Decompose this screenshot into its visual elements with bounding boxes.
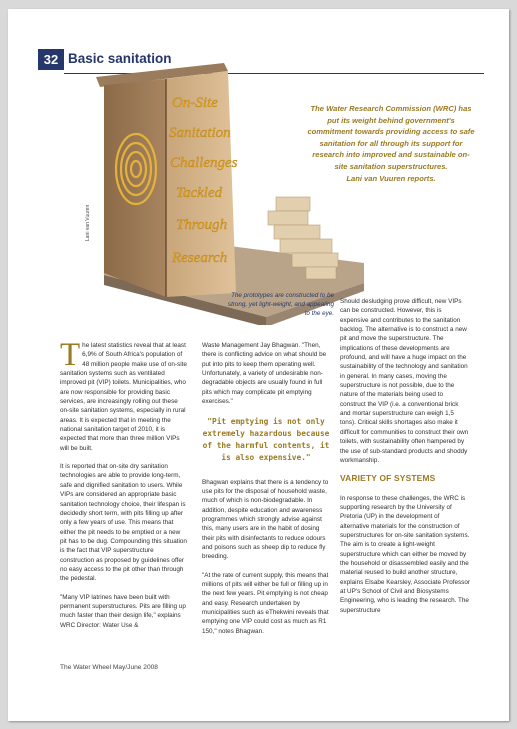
section-title: Basic sanitation bbox=[68, 51, 172, 66]
byline: Lani van Vuuren reports. bbox=[346, 173, 436, 183]
subheading: VARIETY OF SYSTEMS bbox=[340, 473, 436, 484]
column-2 bbox=[202, 341, 330, 645]
magazine-page bbox=[8, 9, 509, 721]
paragraph bbox=[60, 337, 188, 453]
photo-credit: Lani van Vuuren bbox=[85, 204, 91, 241]
painted-text-1: On-Site bbox=[172, 95, 218, 111]
painted-text-5: Through bbox=[176, 217, 228, 233]
paragraph: In response to these challenges, the WRC is supporting research by the University of Pretoria (UP) in the development of alternative materials for the construction of superstructures for on-site sanitation systems. The aim is to create a light-weight superstructure which can either be moved by the household or disassembled easily and the material reused to build another structure, explains Elsabe Kearsley, Associate Professor at UP's School of Civil and Biosystems Engineering, who is leading the research. The superstructure bbox=[340, 494, 470, 614]
column-1 bbox=[60, 337, 188, 639]
paragraph: "Many VIP latrines have been built with permanent superstructures. Pits are filling up much faster than their design life," explains WRC Director: Water Use & bbox=[60, 593, 186, 629]
painted-text-2: Sanitation bbox=[169, 125, 231, 141]
paragraph: It is reported that on-site dry sanitation technologies are able to provide long-term, safe and dignified sanitation to users. While VIPs are considered an appropriate basic sanitation technology choice, their lifespan is decidedly short term, with pits filling up after only a few years of use. This means that either the pit needs to be emptied or a new pit has to be dug. Compounding this situation is the fact that VIP superstructure construction as proposed by guidelines offer no easy access to the pit other than through the pedestal. bbox=[60, 463, 187, 583]
painted-text-3: Challenges bbox=[170, 155, 238, 171]
page-number: 32 bbox=[38, 49, 64, 70]
paragraph: Should desludging prove difficult, new VIPs can be constructed. However, this is expensive and contributes to the sanitation backlog. The alternative is to construct a new pit and move the superstructure. The implications of these developments are profound, and will have a huge impact on the sustainability of the technology and sanitation in general. In many cases, moving the superstructure is not possible, due to the nature of the materials being used to construct the VIP (i.e. a conventional brick and mortar superstructure can weigh 1,5 tons). Critical skills shortages also make it difficult for communities to construct their own toilets, with sustainability often hampered by the use of sub-standard products and shoddy workmanship. bbox=[340, 298, 469, 464]
paragraph: "At the rate of current supply, this means that millions of pits will either be full or filling up in the next few years. Pit emptying is not cheap and easy. Research undertaken by municipalities such as eThekwini reveals that emptying one VIP could cost as much as R1 150," notes Bhagwan. bbox=[202, 571, 329, 635]
paragraph: Waste Management Jay Bhagwan. "Then, there is conflicting advice on what should be put into pits to keep them operating well. Unfortunately, a variety of undesirable non-degradable objects are usually found in full pits which may complicate pit emptying exercises." bbox=[202, 342, 327, 406]
paragraph: Bhagwan explains that there is a tendency to use pits for the disposal of household waste, much of which is non-biodegradable. In addition, despite education and awareness programmes which strongly advise against this, many users are in the habit of dosing their pits with disinfectants to reduce odours and poisons such as sheep dip to reduce fly breeding. bbox=[202, 478, 329, 561]
standfirst bbox=[306, 103, 476, 184]
page-footer: The Water Wheel May/June 2008 bbox=[60, 664, 158, 671]
column-3 bbox=[340, 297, 470, 624]
standfirst-text: The Water Research Commission (WRC) has put its weight behind government's commitment towards providing access to safe sanitation for all through its support for research into improved and sustainable on-site sanitation superstructures. bbox=[307, 104, 475, 171]
photo-caption: The prototypes are constructed to be strong, yet light-weight, and appealing to the eye. bbox=[227, 292, 334, 317]
painted-text-4: Tackled bbox=[176, 185, 223, 201]
toilet-prototype-photo bbox=[96, 57, 366, 325]
drop-cap: T bbox=[60, 337, 81, 373]
paragraph-text: he latest statistics reveal that at least 6,9% of South Africa's population of 48 million people make use of on-site sanitation systems such as ventilated improved pit (VIP) toilets. Municipalities, who are now responsible for providing basic services, are increasingly rolling out these on-site sanitation systems, especially in rural areas. It is expected that in meeting the national sanitation target of 2010, it is expected that more than three million VIPs will be built. bbox=[60, 342, 187, 452]
pull-quote: "Pit emptying is not only extremely hazardous because of the harmful contents, it is also expensive." bbox=[202, 417, 330, 462]
painted-text-6: Research bbox=[172, 250, 228, 266]
